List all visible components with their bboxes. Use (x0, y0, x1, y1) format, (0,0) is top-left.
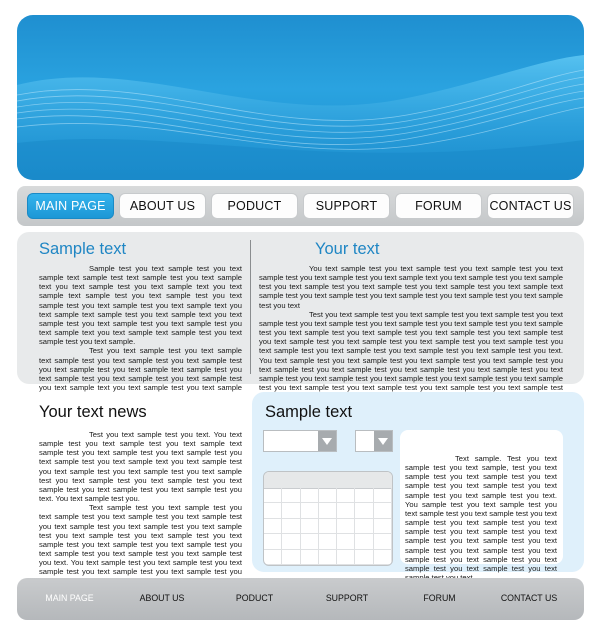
paragraph: Text sample. Test you text sample test you text sample, test you text sample test you text sample test you text sample test you text sample test you text sample test you text sample test you text. You sample test you text sample test you text sample test you text sample test you text sample test you text sample test you text sample test you text sample test you text sample test you text sample test you text sample test you text sample test you text sample test you text sample test you text sample test you text sample test you text (405, 454, 557, 573)
your-text-heading: Your text (315, 240, 380, 258)
calendar-cell[interactable] (301, 550, 319, 565)
chevron-down-icon[interactable] (318, 431, 336, 451)
calendar-cell[interactable] (301, 519, 319, 534)
calendar-cell[interactable] (355, 534, 373, 549)
calendar-cell[interactable] (374, 488, 392, 503)
footer-forum[interactable]: FORUM (423, 593, 456, 603)
footer-contact-us[interactable]: CONTACT US (500, 593, 558, 603)
news-body (39, 430, 242, 586)
calendar-cell[interactable] (282, 534, 300, 549)
calendar-cell[interactable] (337, 488, 355, 503)
calendar-cell[interactable] (374, 503, 392, 518)
paragraph: Text sample test you text sample test you text sample test you text sample test you text sample test you text sample test you text sample test you text sample test you text sample test you text sample test you text sample test you text sample test you text sample test you text sample test you text sample test you text sample test you text. You text sample test you text sample test you text sample test you text sample test you text sample test you (39, 503, 242, 577)
calendar-cell[interactable] (337, 503, 355, 518)
calendar-widget[interactable] (263, 471, 393, 566)
footer-product[interactable]: PODUCT (235, 593, 274, 603)
nav-product[interactable]: PODUCT (211, 193, 298, 219)
calendar-cell[interactable] (337, 534, 355, 549)
calendar-cell[interactable] (282, 519, 300, 534)
nav-about-us[interactable]: ABOUT US (119, 193, 206, 219)
footer-main-page[interactable]: MAIN PAGE (45, 593, 94, 603)
footer-about-us[interactable]: ABOUT US (139, 593, 185, 603)
calendar-cell[interactable] (282, 503, 300, 518)
calendar-cell[interactable] (374, 519, 392, 534)
sample-text-heading: Sample text (39, 240, 127, 258)
paragraph: Sample test you text sample test you text sample text sample test text sample test you text sample text you text sample test you text sample text you text sample text sample test you text sample test you text sample test you text sample test you text sample text you text sample text sample test you text sample text you text sample test you text sample test you text sample test you text sample text you text sample text sample test you text sample test you text sample. (39, 264, 242, 347)
calendar-cell[interactable] (355, 519, 373, 534)
nav-support[interactable]: SUPPORT (303, 193, 390, 219)
calendar-cell[interactable] (282, 488, 300, 503)
nav-contact-us[interactable]: CONTACT US (487, 193, 574, 219)
calendar-cell[interactable] (374, 550, 392, 565)
top-navigation (17, 186, 584, 226)
calendar-cell[interactable] (264, 534, 282, 549)
calendar-cell[interactable] (374, 534, 392, 549)
paragraph: Test you text sample test you text sample text sample test you text sample test you text sample test you text sample test you text sample text sample test you text sample test you text sample test you text sample test you text sample text you text sample test you text sample (39, 346, 242, 393)
your-text-body (259, 264, 563, 401)
calendar-cell[interactable] (355, 488, 373, 503)
calendar-header (264, 472, 392, 489)
calendar-cell[interactable] (337, 550, 355, 565)
calendar-cell[interactable] (301, 488, 319, 503)
wave-decoration (17, 15, 584, 180)
calendar-cell[interactable] (282, 550, 300, 565)
paragraph: You text sample test you text sample test you text sample test you text sample test you text sample test you text sample text you text sample test you text sample test you text sample test you text sample test you text sample test you text sample text sample test you text sample test you text sample test you text sample test you text sample test you text (259, 264, 563, 310)
calendar-cell[interactable] (264, 519, 282, 534)
text-box-body (405, 454, 557, 582)
nav-forum[interactable]: FORUM (395, 193, 482, 219)
chevron-down-icon[interactable] (374, 431, 392, 451)
nav-main-page[interactable]: MAIN PAGE (27, 193, 114, 219)
calendar-cell[interactable] (319, 503, 337, 518)
calendar-cell[interactable] (355, 503, 373, 518)
paragraph: Test you text sample test you text. You text sample test you text sample test you text sample text sample test you text sample test you text sample test you text sample test you text sample text you text sample test you text sample test you text sample test you text sample test you text sample test you text sample test you text sample test you text sample test you text sample test you text. You text sample test you. (39, 430, 242, 504)
calendar-cell[interactable] (301, 534, 319, 549)
dropdown-select-2[interactable] (355, 430, 393, 452)
calendar-cell[interactable] (264, 503, 282, 518)
sample-text-body (39, 264, 242, 401)
calendar-cell[interactable] (301, 503, 319, 518)
calendar-cell[interactable] (264, 550, 282, 565)
calendar-cell[interactable] (355, 550, 373, 565)
calendar-cell[interactable] (264, 488, 282, 503)
calendar-cell[interactable] (337, 519, 355, 534)
calendar-cell[interactable] (319, 519, 337, 534)
paragraph: Test you text sample test you text sample test you text sample test you text sample test you text sample test you text sample test you text sample test you text sample test you text sample test you text sample test you text sample test you text sample test you text sample test you text sample test you text sample test you text sample test you text sample test you text sample test you text sample test you text sample test you text. You text sample test you text sample test you text sample test you text sample test you text sample test you text sample test you text sample test you text sample test you text sample test you text sample test you text sample test you text sample test you text sample test you text sample test you text sample test you text sample test you text sample test (259, 309, 563, 393)
form-panel-heading: Sample text (265, 403, 353, 421)
calendar-cell[interactable] (319, 488, 337, 503)
header-banner (17, 15, 584, 180)
dropdown-select-1[interactable] (263, 430, 337, 452)
calendar-cell[interactable] (319, 550, 337, 565)
footer-support[interactable]: SUPPORT (325, 593, 369, 603)
column-divider (250, 240, 251, 374)
calendar-grid (264, 488, 392, 565)
calendar-cell[interactable] (319, 534, 337, 549)
footer-navigation (17, 578, 584, 620)
news-heading: Your text news (39, 403, 147, 421)
